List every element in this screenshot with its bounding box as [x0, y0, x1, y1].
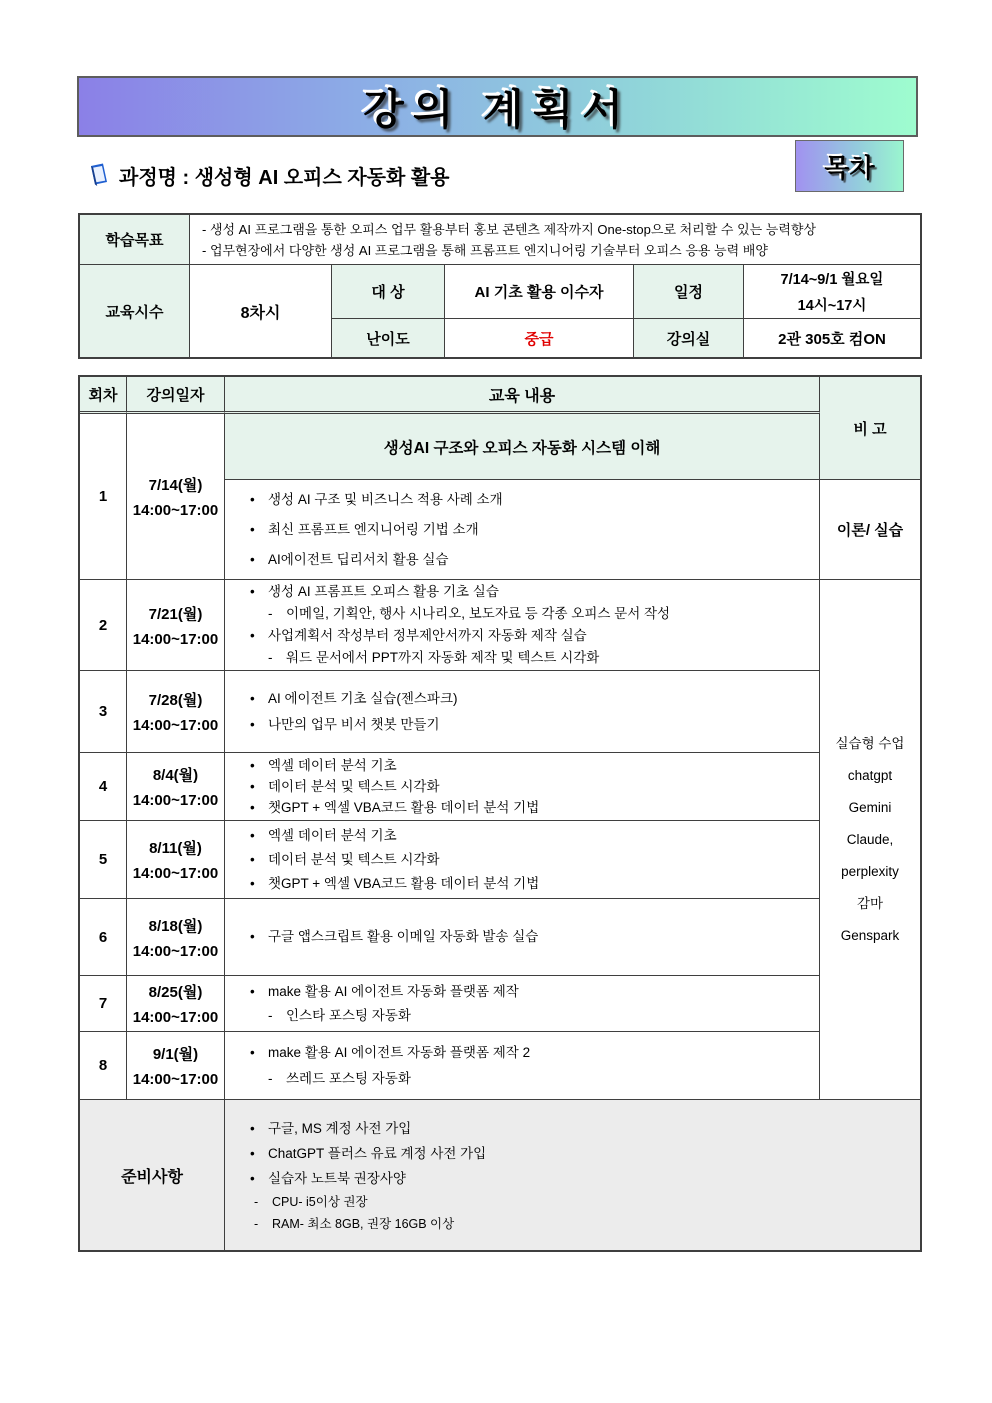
line-text: 엑셀 데이터 분석 기초 [268, 758, 397, 773]
line-text: CPU- i5이상 권장 [272, 1194, 368, 1209]
content-line [250, 872, 811, 896]
line-text: 최신 프롬프트 엔지니어링 기법 소개 [268, 521, 479, 537]
prep-line [254, 1191, 912, 1213]
line-text: 워드 문서에서 PPT까지 자동화 제작 및 텍스트 시각화 [286, 650, 600, 665]
note-line: Claude, [846, 831, 894, 847]
content-line [250, 545, 811, 575]
content-line [250, 485, 811, 515]
line-text: 데이터 분석 및 텍스트 시각화 [268, 779, 440, 794]
prep-line [254, 1213, 912, 1235]
lecture-date [127, 821, 225, 899]
bullet-marker: • [250, 983, 255, 999]
time-text: 14:00~17:00 [132, 717, 219, 734]
content-list [225, 753, 819, 820]
bullet-marker: • [250, 827, 255, 843]
date-text: 9/1(월) [152, 1046, 199, 1063]
bullet-marker: • [250, 851, 255, 867]
bullet-marker: • [250, 690, 255, 706]
content-line [250, 515, 811, 545]
bullet-marker: • [250, 779, 255, 794]
bullet-marker: - [268, 606, 273, 621]
bullet-marker: • [250, 628, 255, 643]
session6-content [225, 899, 820, 976]
session3-content [225, 671, 820, 753]
line-text: 챗GPT + 엑셀 VBA코드 활용 데이터 분석 기법 [268, 800, 540, 815]
prep-list [225, 1100, 920, 1250]
page-title: 강의 계획서 [363, 85, 632, 133]
bullet-marker: • [250, 584, 255, 599]
bullet-marker: - [268, 1007, 273, 1023]
content-line [250, 776, 811, 797]
session-number: 4 [80, 753, 127, 821]
schedule-value-cell [744, 265, 920, 319]
hours-label-cell: 교육시수 [80, 265, 190, 357]
note-line: 실습형 수업 [835, 735, 905, 751]
content-line [250, 1040, 811, 1066]
session1-subtitle: 생성AI 구조와 오피스 자동화 시스템 이해 [225, 414, 820, 480]
hours-value-cell: 8차시 [190, 265, 332, 357]
bullet-marker: - [268, 1070, 273, 1086]
toc-button[interactable] [795, 140, 904, 192]
content-line [250, 712, 811, 738]
prep-line [250, 1141, 912, 1166]
bullet-marker: - [268, 650, 273, 665]
content-line [268, 603, 811, 625]
lecture-date [127, 753, 225, 821]
line-text: RAM- 최소 8GB, 권장 16GB 이상 [272, 1216, 455, 1231]
bullet-marker: • [250, 929, 255, 944]
note-line: perplexity [841, 863, 899, 879]
bullet-marker: • [250, 800, 255, 815]
bullet-marker: • [250, 716, 255, 732]
session-number: 6 [80, 899, 127, 976]
schedule-dates: 7/14~9/1 월요일 [780, 272, 884, 288]
bullet-marker: - [254, 1216, 259, 1231]
line-text: make 활용 AI 에이전트 자동화 플랫폼 제작 2 [268, 1044, 531, 1060]
time-text: 14:00~17:00 [132, 942, 219, 960]
schedule-hours: 14시~17시 [797, 298, 867, 314]
session4-content [225, 753, 820, 821]
objective-content-cell [190, 215, 920, 265]
content-line [250, 925, 811, 949]
content-line [250, 625, 811, 647]
session8-content [225, 1032, 820, 1100]
bullet-marker: • [250, 1170, 255, 1186]
content-list [225, 821, 819, 898]
course-info-table [78, 213, 922, 359]
lecture-date [127, 976, 225, 1032]
difficulty-label-cell: 난이도 [332, 319, 445, 357]
content-list [225, 899, 819, 975]
session-number: 3 [80, 671, 127, 753]
room-label-cell: 강의실 [634, 319, 744, 357]
date-text: 8/18(월) [148, 917, 203, 935]
line-text: 생성 AI 프롬프트 오피스 활용 기초 실습 [268, 584, 499, 599]
content-list [225, 976, 819, 1031]
content-line [250, 824, 811, 848]
session-number: 5 [80, 821, 127, 899]
prep-line [250, 1116, 912, 1141]
line-text: 인스타 포스팅 자동화 [286, 1007, 411, 1023]
session-number: 1 [80, 414, 127, 580]
bullet-marker: • [250, 1145, 255, 1161]
toc-button-label: 목차 [824, 152, 875, 183]
session5-content [225, 821, 820, 899]
content-line [250, 797, 811, 818]
line-text: make 활용 AI 에이전트 자동화 플랫폼 제작 [268, 983, 519, 999]
prep-label-cell: 준비사항 [80, 1100, 225, 1250]
room-value-cell: 2관 305호 컴ON [744, 319, 920, 357]
date-text: 8/4(월) [152, 767, 199, 784]
book-icon [88, 163, 108, 187]
header-note: 비 고 [820, 377, 920, 480]
line-text: 구글 앱스크립트 활용 이메일 자동화 발송 실습 [268, 929, 539, 944]
objective-list [190, 215, 920, 264]
time-text: 14:00~17:00 [132, 502, 219, 519]
session-number: 8 [80, 1032, 127, 1100]
objective-line: - 업무현장에서 다양한 생성 AI 프로그램을 통해 프롬프트 엔지니어링 기술부터 오피스 응용 능력 배양 [202, 242, 768, 258]
header-session: 회차 [80, 377, 127, 414]
note-line: Genspark [840, 927, 900, 943]
content-line [268, 647, 811, 669]
title-banner [77, 76, 918, 137]
date-text: 7/21(월) [148, 605, 203, 623]
line-text: 챗GPT + 엑셀 VBA코드 활용 데이터 분석 기법 [268, 875, 540, 891]
course-name-text: 과정명 : 생성형 AI 오피스 자동화 활용 [119, 166, 450, 189]
line-text: AI에이전트 딥리서치 활용 실습 [268, 551, 449, 567]
date-text: 8/25(월) [148, 984, 203, 1001]
content-line [250, 848, 811, 872]
course-name-line [88, 159, 449, 191]
line-text: 나만의 업무 비서 챗봇 만들기 [268, 716, 440, 732]
line-text: 데이터 분석 및 텍스트 시각화 [268, 851, 440, 867]
line-text: AI 에이전트 기초 실습(젠스파크) [268, 690, 458, 706]
difficulty-value-cell: 중급 [445, 319, 634, 357]
target-label-cell: 대 상 [332, 265, 445, 319]
schedule-table [78, 375, 922, 1252]
line-text: 구글, MS 계정 사전 가입 [268, 1120, 412, 1136]
note-line: chatgpt [847, 767, 893, 783]
line-text: 이메일, 기획안, 행사 시나리오, 보도자료 등 각종 오피스 문서 작성 [286, 606, 671, 621]
header-content: 교육 내용 [225, 377, 820, 414]
content-list [225, 480, 819, 579]
line-text: 쓰레드 포스팅 자동화 [286, 1070, 411, 1086]
objective-line: - 생성 AI 프로그램을 통한 오피스 업무 활용부터 홍보 콘텐츠 제작까지 One-stop으로 처리할 수 있는 능력향상 [202, 221, 817, 237]
time-text: 14:00~17:00 [132, 1009, 219, 1026]
content-list [225, 580, 819, 670]
time-text: 14:00~17:00 [132, 1071, 219, 1088]
date-text: 7/14(월) [148, 477, 203, 494]
objective-label-cell: 학습목표 [80, 215, 190, 265]
bullet-marker: - [254, 1194, 259, 1209]
content-line [250, 581, 811, 603]
line-text: ChatGPT 플러스 유료 계정 사전 가입 [268, 1145, 487, 1161]
session1-note: 이론/ 실습 [820, 480, 920, 580]
time-text: 14:00~17:00 [132, 630, 219, 648]
content-list [225, 671, 819, 752]
date-text: 8/11(월) [149, 840, 202, 857]
bullet-marker: • [250, 551, 255, 567]
session1-content [225, 480, 820, 580]
lecture-date [127, 1032, 225, 1100]
time-text: 14:00~17:00 [132, 865, 219, 882]
content-list [225, 1032, 819, 1099]
header-date: 강의일자 [127, 377, 225, 414]
bullet-marker: • [250, 491, 255, 507]
lecture-date [127, 414, 225, 580]
session-number: 2 [80, 580, 127, 671]
time-text: 14:00~17:00 [132, 792, 219, 809]
note-tool-list [820, 728, 920, 952]
content-line [250, 755, 811, 776]
schedule-label-cell: 일정 [634, 265, 744, 319]
note-line: 감마 [856, 895, 884, 911]
session-number: 7 [80, 976, 127, 1032]
line-text: 실습자 노트북 권장사양 [268, 1170, 406, 1186]
session2-content [225, 580, 820, 671]
lecture-date [127, 671, 225, 753]
line-text: 엑셀 데이터 분석 기초 [268, 827, 397, 843]
note-line: Gemini [848, 799, 892, 815]
date-text: 7/28(월) [148, 692, 203, 709]
target-value-cell: AI 기초 활용 이수자 [445, 265, 634, 319]
session7-content [225, 976, 820, 1032]
content-line [268, 1004, 811, 1028]
lecture-date [127, 899, 225, 976]
bullet-marker: • [250, 1044, 255, 1060]
bullet-marker: • [250, 875, 255, 891]
content-line [250, 686, 811, 712]
bullet-marker: • [250, 521, 255, 537]
note-tools-cell [820, 580, 920, 1100]
prep-line [250, 1166, 912, 1191]
prep-content-cell [225, 1100, 920, 1250]
lecture-date [127, 580, 225, 671]
content-line [268, 1066, 811, 1092]
content-line [250, 980, 811, 1004]
line-text: 사업계획서 작성부터 정부제안서까지 자동화 제작 실습 [268, 628, 587, 643]
bullet-marker: • [250, 758, 255, 773]
bullet-marker: • [250, 1120, 255, 1136]
line-text: 생성 AI 구조 및 비즈니스 적용 사례 소개 [268, 491, 503, 507]
